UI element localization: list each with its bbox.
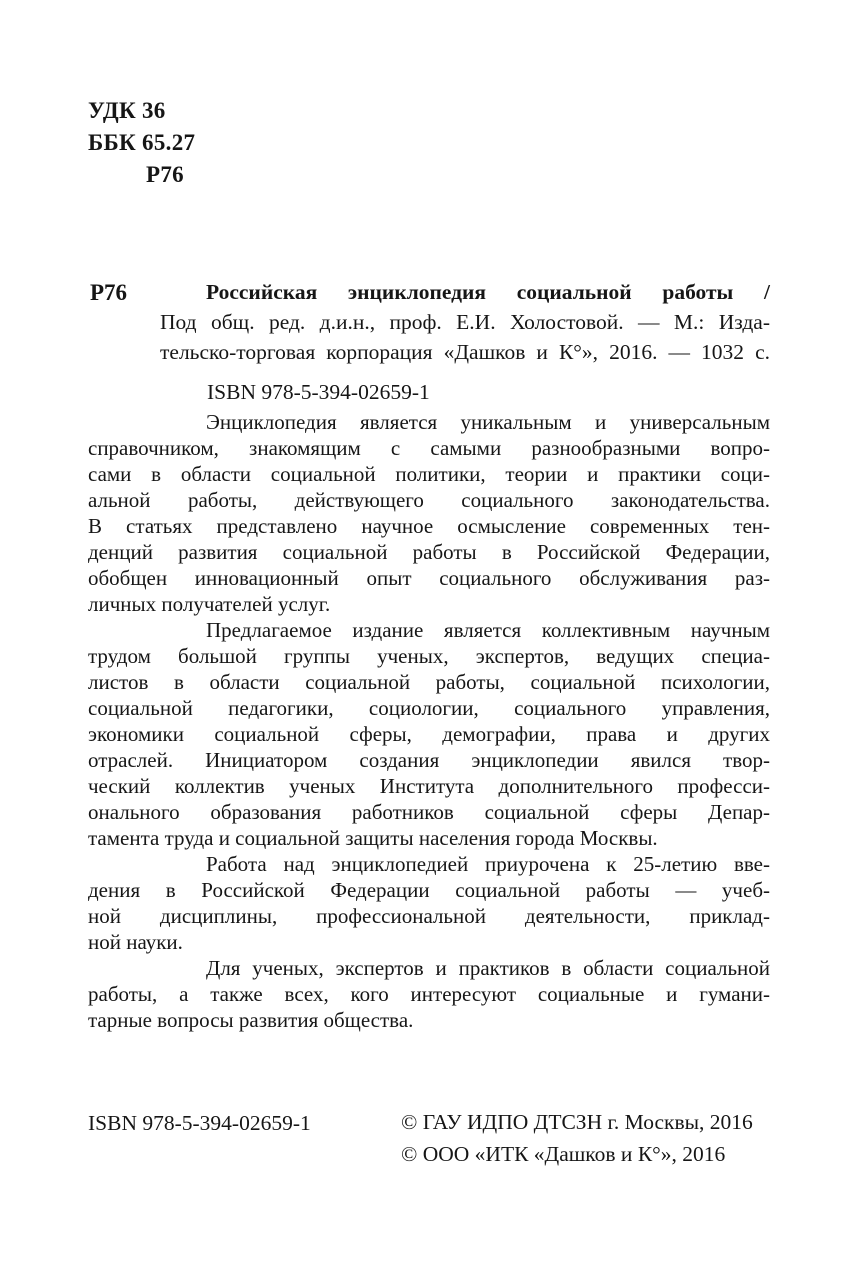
text-line: Предлагаемое издание является коллективным научным bbox=[206, 618, 770, 642]
annotation-paragraph bbox=[88, 955, 770, 1033]
bibliographic-entry bbox=[88, 277, 770, 405]
text-line: тамента труда и социальной защиты населения города Москвы. bbox=[88, 826, 658, 850]
text-line: денций развития социальной работы в Российской Федерации, bbox=[88, 540, 770, 564]
text-line: Российская энциклопедия социальной работы / bbox=[206, 280, 770, 304]
text-line: Под общ. ред. д.и.н., проф. Е.И. Холостовой. — М.: Изда- bbox=[160, 310, 770, 334]
text-line: справочником, знакомящим с самыми разнообразными вопро- bbox=[88, 436, 770, 460]
annotation bbox=[88, 409, 770, 1033]
text-line: Для ученых, экспертов и практиков в области социальной bbox=[206, 956, 770, 980]
text-line: ной дисциплины, профессиональной деятельности, приклад- bbox=[88, 904, 770, 928]
copyright-line: © ООО «ИТК «Дашков и К°», 2016 bbox=[401, 1142, 726, 1166]
text-line: ной науки. bbox=[88, 930, 183, 954]
text-line: тарные вопросы развития общества. bbox=[88, 1008, 414, 1032]
text-line: экономики социальной сферы, демографии, права и других bbox=[88, 722, 770, 746]
annotation-paragraph bbox=[88, 851, 770, 955]
author-sign-line: Р76 bbox=[146, 162, 184, 187]
annotation-paragraph bbox=[88, 617, 770, 851]
text-line: альной работы, действующего социального законодательства. bbox=[88, 488, 770, 512]
text-line: ческий коллектив ученых Института дополнительного професси- bbox=[88, 774, 770, 798]
text-line: отраслей. Инициатором создания энциклопедии явился твор- bbox=[88, 748, 770, 772]
copyright-line: © ГАУ ИДПО ДТСЗН г. Москвы, 2016 bbox=[401, 1110, 753, 1134]
text-line: В статьях представлено научное осмысление современных тен- bbox=[88, 514, 770, 538]
text-line: онального образования работников социальной сферы Депар- bbox=[88, 800, 770, 824]
annotation-paragraph bbox=[88, 409, 770, 617]
author-sign-code: Р76 bbox=[90, 280, 128, 305]
text-line: листов в области социальной работы, социальной психологии, bbox=[88, 670, 770, 694]
text-line: социальной педагогики, социологии, социального управления, bbox=[88, 696, 770, 720]
text-line: трудом большой группы ученых, экспертов, ведущих специа- bbox=[88, 644, 770, 668]
bbk-line: ББК 65.27 bbox=[88, 130, 196, 155]
copyright-block bbox=[401, 1106, 753, 1170]
text-line: Работа над энциклопедией приурочена к 25-летию вве- bbox=[206, 852, 770, 876]
text-line: Энциклопедия является уникальным и универсальным bbox=[206, 410, 770, 434]
text-line: работы, а также всех, кого интересуют социальные и гумани- bbox=[88, 982, 770, 1006]
text-line: обобщен инновационный опыт социального обслуживания раз- bbox=[88, 566, 770, 590]
text-line: тельско-торговая корпорация «Дашков и К°», 2016. — 1032 с. bbox=[160, 340, 770, 364]
classification-block bbox=[88, 95, 195, 191]
isbn-line: ISBN 978-5-394-02659-1 bbox=[207, 380, 430, 404]
text-line: сами в области социальной политики, теории и практики соци- bbox=[88, 462, 770, 486]
udk-line: УДК 36 bbox=[88, 98, 166, 123]
footer bbox=[88, 1106, 770, 1176]
text-line: личных получателей услуг. bbox=[88, 592, 331, 616]
text-line: дения в Российской Федерации социальной работы — учеб- bbox=[88, 878, 770, 902]
bibliographic-citation bbox=[160, 277, 770, 367]
footer-isbn: ISBN 978-5-394-02659-1 bbox=[88, 1111, 311, 1135]
